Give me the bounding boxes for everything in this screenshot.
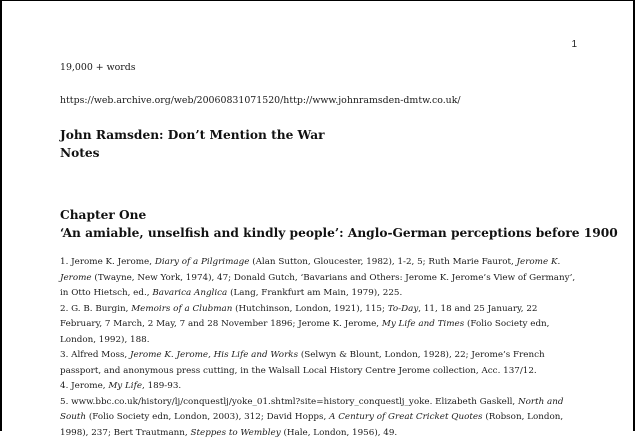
page-number: 1 bbox=[571, 39, 577, 50]
note-segment: (Robson, London, 1998), 237; Bert Trautmann, bbox=[60, 412, 563, 438]
note-segment: 1. Jerome K. Jerome, bbox=[60, 257, 155, 267]
note-segment: (Selwyn & Blount, London, 1928), 22; Jerome’s French passport, and anonymous press cutting, in the Walsall Local History Centre Jerome collection, Acc. 137/12. bbox=[60, 350, 545, 376]
note-segment-italic: Diary of a Pilgrimage bbox=[155, 257, 250, 267]
note-segment-italic: A Century of Great Cricket Quotes bbox=[329, 412, 482, 422]
note-segment: (Folio Society edn, London, 1992), 188. bbox=[60, 319, 549, 345]
note-segment-italic: To-Day bbox=[388, 304, 419, 314]
chapter-heading: Chapter One bbox=[60, 206, 580, 224]
note-segment: 4. Jerome, bbox=[60, 381, 108, 391]
note-segment: (Twayne, New York, 1974), 47; Donald Gutch, ‘Bavarians and Others: Jerome K. Jerome’s View of Germany’, in Otto Hietsch, ed., bbox=[60, 273, 575, 299]
note-segment: , 11, 18 and 25 January, 22 February, 7 March, 2 May, 7 and 28 November 1896; Jerome K. Jerome, bbox=[60, 304, 537, 330]
note-segment: (Lang, Frankfurt am Main, 1979), 225. bbox=[227, 288, 402, 298]
note-segment-italic: Steppes to Wembley bbox=[191, 428, 281, 438]
note-segment: (Alan Sutton, Gloucester, 1982), 1-2, 5; Ruth Marie Faurot, bbox=[249, 257, 516, 267]
note-segment: (Hutchinson, London, 1921), 115; bbox=[232, 304, 387, 314]
note-segment-italic: My Life and Times bbox=[382, 319, 464, 329]
note-item bbox=[60, 302, 580, 349]
note-segment: (Folio Society edn, London, 2003), 312; David Hopps, bbox=[86, 412, 329, 422]
note-segment: 2. G. B. Burgin, bbox=[60, 304, 131, 314]
note-segment-italic: Memoirs of a Clubman bbox=[131, 304, 232, 314]
notes-list bbox=[60, 255, 580, 441]
source-url: https://web.archive.org/web/20060831071520/http://www.johnramsden-dmtw.co.uk/ bbox=[60, 94, 580, 108]
chapter-subtitle: ‘An amiable, unselfish and kindly people’: Anglo-German perceptions before 1900 bbox=[60, 224, 580, 242]
page-content bbox=[60, 61, 580, 441]
note-item bbox=[60, 395, 580, 441]
note-segment-italic: North and South bbox=[60, 397, 564, 423]
note-item bbox=[60, 379, 580, 395]
document-subtitle: Notes bbox=[60, 144, 580, 162]
note-segment: 5. www.bbc.co.uk/history/lj/conquestlj/yoke_01.shtml?site=history_conquestlj_yoke. Elizabeth Gaskell, bbox=[60, 397, 518, 407]
note-segment-italic: Jerome K. Jerome, His Life and Works bbox=[130, 350, 298, 360]
note-segment-italic: Jerome K. Jerome bbox=[60, 257, 560, 283]
word-count: 19,000 + words bbox=[60, 61, 580, 75]
note-item bbox=[60, 255, 580, 302]
note-segment-italic: Bavarica Anglica bbox=[152, 288, 227, 298]
document-title: John Ramsden: Don’t Mention the War bbox=[60, 126, 580, 144]
note-segment: , 189-93. bbox=[142, 381, 181, 391]
note-segment: (Hale, London, 1956), 49. bbox=[281, 428, 398, 438]
note-segment: 3. Alfred Moss, bbox=[60, 350, 130, 360]
note-item bbox=[60, 348, 580, 379]
note-segment-italic: My Life bbox=[108, 381, 142, 391]
